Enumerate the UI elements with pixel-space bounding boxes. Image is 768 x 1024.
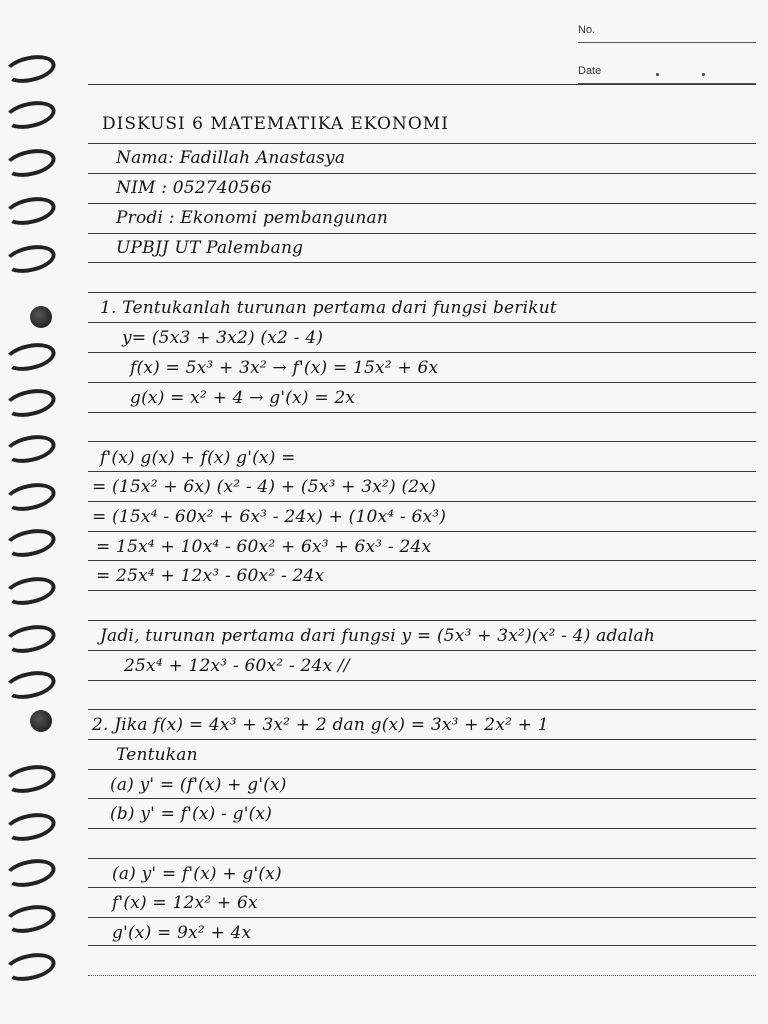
- spiral-ring: [2, 431, 58, 467]
- ruled-line: [88, 233, 756, 234]
- study-program: Prodi : Ekonomi pembangunan: [116, 208, 389, 228]
- header-rule: [88, 84, 756, 85]
- product-rule: f'(x) g(x) + f(x) g'(x) =: [100, 448, 296, 468]
- ruled-line: [88, 709, 756, 710]
- spiral-ring: [2, 51, 58, 87]
- upbjj-location: UPBJJ UT Palembang: [116, 238, 304, 258]
- problem2-g-prime: g'(x) = 9x² + 4x: [112, 923, 252, 943]
- derivation-step-2: = (15x⁴ - 60x² + 6x³ - 24x) + (10x⁴ - 6x³): [92, 507, 447, 527]
- no-label: No.: [578, 24, 596, 36]
- ruled-line: [88, 650, 756, 651]
- ruled-line: [88, 769, 756, 770]
- ruled-line: [88, 858, 756, 859]
- spiral-ring: [2, 145, 58, 181]
- ruled-line: [88, 143, 756, 144]
- problem1-g-definition: g(x) = x² + 4 → g'(x) = 2x: [130, 388, 356, 408]
- spiral-ring: [2, 525, 58, 561]
- ruled-line: [88, 292, 756, 293]
- problem2-f-prime: f'(x) = 12x² + 6x: [112, 893, 258, 913]
- spiral-ring: [2, 97, 58, 133]
- date-separator-dot: [656, 73, 659, 76]
- derivation-step-1: = (15x² + 6x) (x² - 4) + (5x³ + 3x²) (2x): [92, 477, 436, 497]
- ruled-line: [88, 262, 756, 263]
- problem2-question: 2. Jika f(x) = 4x³ + 3x² + 2 dan g(x) = 3x³ + 2x² + 1: [92, 715, 549, 735]
- problem2-part-b: (b) y' = f'(x) - g'(x): [110, 804, 273, 824]
- ruled-line: [88, 203, 756, 204]
- ruled-line: [88, 590, 756, 591]
- spiral-ring: [2, 193, 58, 229]
- problem1-function: y= (5x3 + 3x2) (x2 - 4): [122, 328, 324, 348]
- problem1-f-definition: f(x) = 5x³ + 3x² → f'(x) = 15x² + 6x: [130, 358, 439, 378]
- ruled-line: [88, 382, 756, 383]
- date-separator-dot: [702, 73, 705, 76]
- spiral-ring: [2, 901, 58, 937]
- spiral-ring: [2, 855, 58, 891]
- ruled-line: [88, 501, 756, 502]
- spiral-hole: [30, 306, 52, 328]
- ruled-line: [88, 828, 756, 829]
- student-nim: NIM : 052740566: [116, 178, 272, 198]
- problem2-part-a: (a) y' = (f'(x) + g'(x): [110, 775, 287, 795]
- ruled-line: [88, 173, 756, 174]
- date-label: Date: [578, 65, 602, 77]
- ruled-line: [88, 798, 756, 799]
- ruled-line: [88, 560, 756, 561]
- derivation-step-4: = 25x⁴ + 12x³ - 60x² - 24x: [96, 566, 325, 586]
- no-line: [578, 42, 756, 43]
- student-name: Nama: Fadillah Anastasya: [116, 148, 346, 168]
- problem1-answer: 25x⁴ + 12x³ - 60x² - 24x //: [124, 656, 350, 676]
- problem1-question: 1. Tentukanlah turunan pertama dari fungsi berikut: [100, 298, 557, 318]
- bottom-dotted-line: [88, 975, 756, 976]
- ruled-line: [88, 620, 756, 621]
- spiral-ring: [2, 621, 58, 657]
- page-title: DISKUSI 6 MATEMATIKA EKONOMI: [102, 114, 449, 134]
- problem2-task: Tentukan: [116, 745, 198, 765]
- ruled-line: [88, 471, 756, 472]
- spiral-ring: [2, 385, 58, 421]
- ruled-line: [88, 945, 756, 946]
- spiral-ring: [2, 479, 58, 515]
- ruled-line: [88, 322, 756, 323]
- ruled-line: [88, 887, 756, 888]
- spiral-ring: [2, 573, 58, 609]
- ruled-line: [88, 917, 756, 918]
- ruled-line: [88, 739, 756, 740]
- derivation-step-3: = 15x⁴ + 10x⁴ - 60x² + 6x³ + 6x³ - 24x: [96, 537, 432, 557]
- spiral-ring: [2, 241, 58, 277]
- spiral-ring: [2, 339, 58, 375]
- ruled-line: [88, 412, 756, 413]
- spiral-hole: [30, 710, 52, 732]
- spiral-ring: [2, 761, 58, 797]
- ruled-line: [88, 352, 756, 353]
- ruled-line: [88, 680, 756, 681]
- problem2-solution-a: (a) y' = f'(x) + g'(x): [112, 864, 282, 884]
- spiral-ring: [2, 809, 58, 845]
- problem1-conclusion: Jadi, turunan pertama dari fungsi y = (5x³ + 3x²)(x² - 4) adalah: [100, 626, 656, 646]
- ruled-line: [88, 531, 756, 532]
- ruled-line: [88, 441, 756, 442]
- spiral-ring: [2, 667, 58, 703]
- spiral-ring: [2, 949, 58, 985]
